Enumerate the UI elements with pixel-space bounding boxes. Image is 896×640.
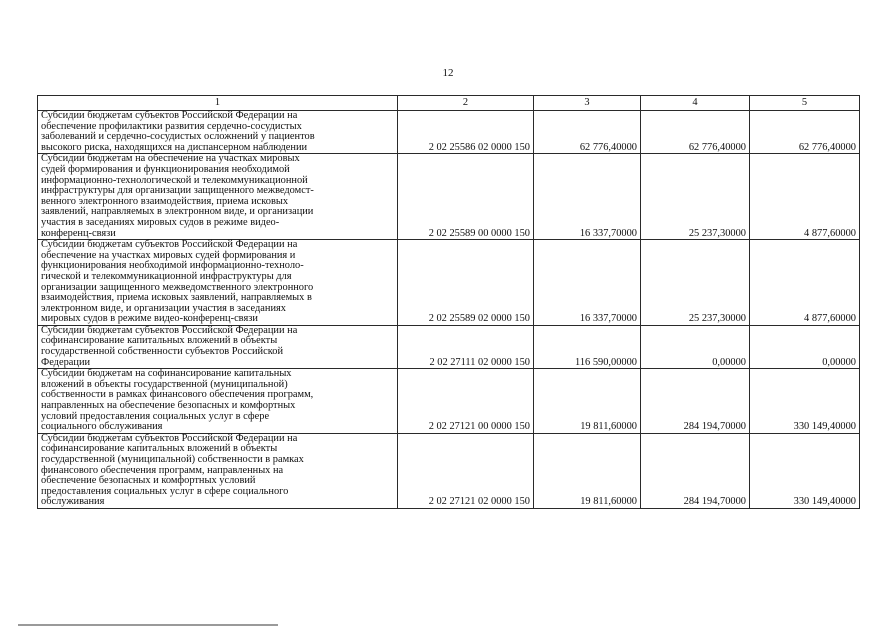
amount-col-3: 19 811,60000 (534, 369, 641, 434)
header-col-5: 5 (750, 96, 860, 111)
amount-col-5: 0,00000 (750, 325, 860, 368)
description-line: государственной собственности субъектов Российской (41, 346, 284, 358)
row-description (38, 154, 398, 240)
description-line: венного электронного взаимодействия, приема исковых (41, 195, 289, 207)
amount-col-3: 116 590,00000 (534, 325, 641, 368)
description-line: направленных на обеспечение безопасных и комфортных (41, 400, 296, 412)
row-description (38, 433, 398, 508)
header-col-4: 4 (641, 96, 750, 111)
header-col-3: 3 (534, 96, 641, 111)
description-line: социального обслуживания (41, 421, 163, 433)
page-number: 12 (442, 67, 454, 79)
budget-code: 2 02 27121 00 0000 150 (398, 369, 534, 434)
description-line: мировых судов в режиме видео-конференц-связи (41, 313, 258, 325)
amount-col-4: 284 194,70000 (641, 369, 750, 434)
amount-col-4: 0,00000 (641, 325, 750, 368)
description-line: инфраструктуры для организации защищенного межведомст- (41, 185, 314, 197)
amount-col-4: 25 237,30000 (641, 240, 750, 326)
amount-col-4: 25 237,30000 (641, 154, 750, 240)
budget-code: 2 02 25589 02 0000 150 (398, 240, 534, 326)
amount-col-3: 16 337,70000 (534, 240, 641, 326)
amount-col-5: 4 877,60000 (750, 240, 860, 326)
description-line: организации защищенного межведомственного электронного (41, 281, 314, 293)
amount-col-5: 330 149,40000 (750, 433, 860, 508)
budget-code: 2 02 25589 00 0000 150 (398, 154, 534, 240)
row-description (38, 325, 398, 368)
description-line: софинансирование капитальных вложений в объекты (41, 335, 278, 347)
description-line: взаимодействия, приема исковых заявлений, направляемых в (41, 292, 312, 304)
description-line: Субсидии бюджетам субъектов Российской Федерации на (41, 432, 298, 444)
row-description (38, 240, 398, 326)
table-row (38, 325, 860, 368)
description-line: информационно-технологической и телекоммуникационной (41, 174, 308, 186)
header-col-1: 1 (38, 96, 398, 111)
amount-col-5: 62 776,40000 (750, 111, 860, 154)
description-line: участия в заседаниях мировых судов в режиме видео- (41, 216, 280, 228)
description-line: электронном виде, и организации участия в заседаниях (41, 302, 286, 314)
description-line: заявлений, направляемых в электронном виде, и организации (41, 206, 314, 218)
amount-col-3: 62 776,40000 (534, 111, 641, 154)
description-line: Субсидии бюджетам субъектов Российской Федерации на (41, 324, 298, 336)
description-line: судей формирования и функционирования необходимой (41, 163, 290, 175)
description-line: гической и телекоммуникационной инфраструктуры для (41, 270, 292, 282)
row-description (38, 111, 398, 154)
table-header-row (38, 96, 860, 111)
description-line: конференц-связи (41, 227, 116, 239)
footer-divider (18, 624, 278, 626)
table-row (38, 240, 860, 326)
header-col-2: 2 (398, 96, 534, 111)
description-line: Субсидии бюджетам на обеспечение на участках мировых (41, 153, 300, 165)
description-line: функционирования необходимой информационно-техноло- (41, 260, 304, 272)
amount-col-3: 16 337,70000 (534, 154, 641, 240)
description-line: Субсидии бюджетам на софинансирование капитальных (41, 368, 292, 380)
description-line: государственной (муниципальной) собственности в рамках (41, 454, 304, 465)
description-line: Федерации (41, 356, 91, 368)
description-line: Субсидии бюджетам субъектов Российской Федерации на (41, 110, 298, 121)
description-line: вложений в объекты государственной (муниципальной) (41, 378, 288, 390)
budget-table (37, 95, 860, 509)
description-line: обеспечение безопасных и комфортных условий (41, 475, 256, 487)
amount-col-5: 330 149,40000 (750, 369, 860, 434)
description-line: обеспечение профилактики развития сердечно-сосудистых (41, 120, 302, 132)
table-row (38, 111, 860, 154)
table-row (38, 369, 860, 434)
description-line: софинансирование капитальных вложений в объекты (41, 443, 278, 455)
budget-code: 2 02 27121 02 0000 150 (398, 433, 534, 508)
table-row (38, 154, 860, 240)
description-line: обслуживания (41, 496, 105, 508)
description-line: предоставления социальных услуг в сфере социального (41, 485, 289, 497)
description-line: условий предоставления социальных услуг в сфере (41, 410, 270, 422)
amount-col-3: 19 811,60000 (534, 433, 641, 508)
amount-col-4: 284 194,70000 (641, 433, 750, 508)
budget-code: 2 02 27111 02 0000 150 (398, 325, 534, 368)
budget-code: 2 02 25586 02 0000 150 (398, 111, 534, 154)
description-line: обеспечение на участках мировых судей формирования и (41, 249, 296, 261)
description-line: высокого риска, находящихся на диспансерном наблюдении (41, 141, 308, 153)
description-line: заболеваний и сердечно-сосудистых осложнений у пациентов (41, 131, 315, 143)
amount-col-5: 4 877,60000 (750, 154, 860, 240)
description-line: Субсидии бюджетам субъектов Российской Федерации на (41, 239, 298, 251)
row-description (38, 369, 398, 434)
amount-col-4: 62 776,40000 (641, 111, 750, 154)
description-line: собственности в рамках финансового обеспечения программ, (41, 389, 314, 401)
description-line: финансового обеспечения программ, направленных на (41, 464, 284, 476)
table-row (38, 433, 860, 508)
